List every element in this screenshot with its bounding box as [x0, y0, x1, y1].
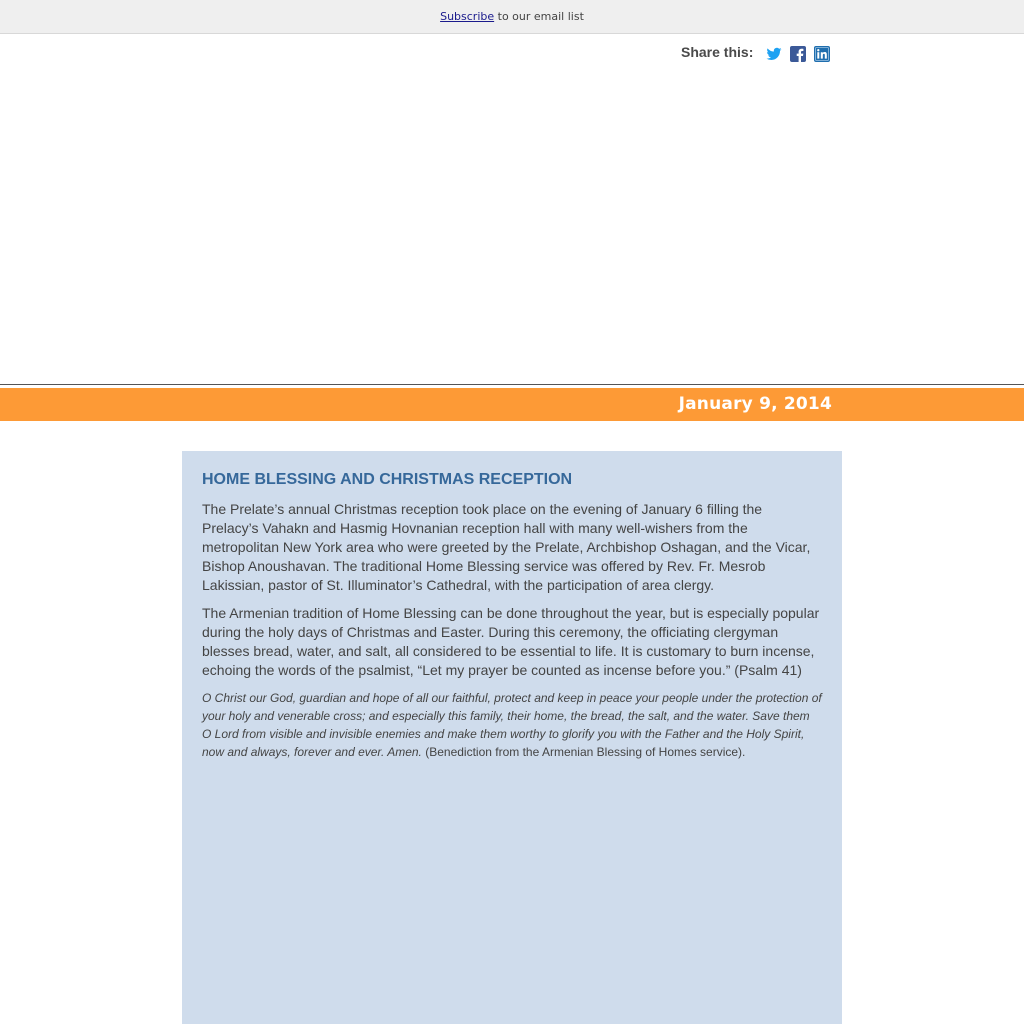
- article-paragraph-1: The Prelate’s annual Christmas reception took place on the evening of January 6 filling the Prelacy’s Vahakn and Hasmig Hovnanian reception hall with many well-wishers from the metropolitan New York area who were greeted by the Prelate, Archbishop Oshagan, and the Vicar, Bishop Anoushavan. The traditional Home Blessing service was offered by Rev. Fr. Mesrob Lakissian, pastor of St. Illuminator’s Cathedral, with the participation of area clergy.: [202, 501, 811, 593]
- linkedin-icon[interactable]: [814, 46, 830, 62]
- share-label: Share this:: [681, 44, 754, 60]
- header-divider: [0, 384, 1024, 385]
- issue-date: January 9, 2014: [678, 394, 832, 414]
- article-paragraph-2: The Armenian tradition of Home Blessing can be done throughout the year, but is especially popular during the holy days of Christmas and Easter. During this ceremony, the officiating clergyman blesses bread, water, and salt, all considered to be essential to life. It is customary to burn incense, echoing the words of the psalmist, “Let my prayer be counted as incense before you.” (Psalm 41): [202, 605, 820, 678]
- benediction: [202, 689, 822, 761]
- subscribe-bar: [0, 0, 1024, 34]
- article-panel: [182, 451, 842, 1024]
- twitter-icon[interactable]: [766, 46, 782, 62]
- benediction-source: (Benediction from the Armenian Blessing of Homes service).: [421, 745, 746, 759]
- date-banner: [0, 388, 1024, 421]
- subscribe-text: to our email list: [494, 10, 584, 23]
- benediction-text: O Christ our God, guardian and hope of all our faithful, protect and keep in peace your people under the protection of your holy and venerable cross; and especially this family, their home, the bread, the salt, and the water. Save them O Lord from visible and invisible enemies and make them worthy to glorify you with the Father and the Holy Spirit, now and always, forever and ever. Amen.: [202, 691, 822, 759]
- subscribe-link[interactable]: Subscribe: [440, 10, 495, 23]
- facebook-icon[interactable]: [790, 46, 806, 62]
- article-headline: HOME BLESSING AND CHRISTMAS RECEPTION: [202, 471, 573, 488]
- share-bar: [681, 44, 838, 64]
